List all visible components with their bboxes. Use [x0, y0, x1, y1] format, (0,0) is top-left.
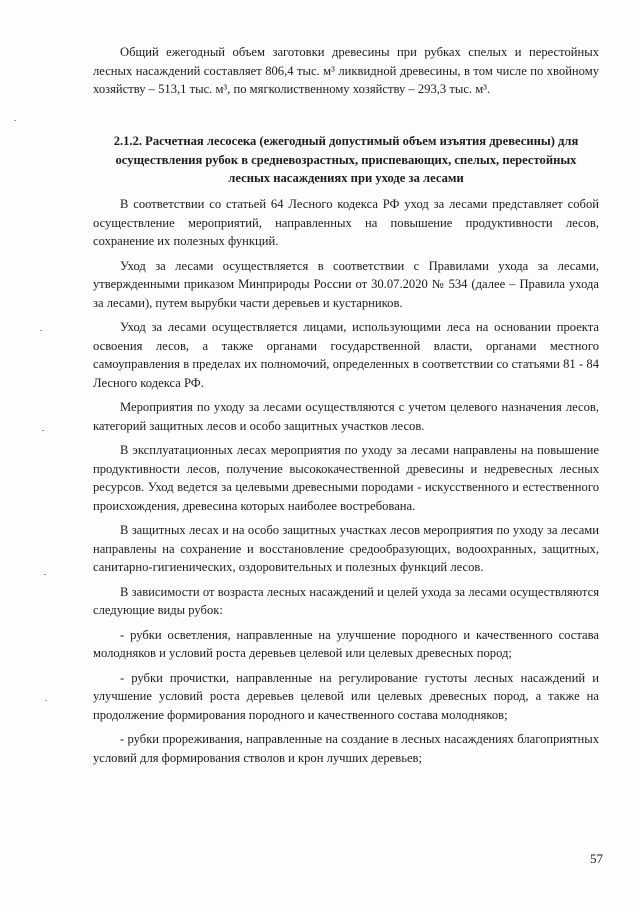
body-paragraph: Уход за лесами осуществляется лицами, использующими леса на основании проекта освоения лесов, а также органами государственной власти, органами местного самоуправления в пределах их полномочий, определенных в соответствии со статьями 81 - 84 Лесного кодекса РФ. [93, 320, 599, 390]
list-item: - рубки осветления, направленные на улучшение породного и качественного состава молодняков и условий роста деревьев целевой или целевых древесных пород; [93, 627, 599, 660]
body-paragraph: В зависимости от возраста лесных насаждений и целей ухода за лесами осуществляются следующие виды рубок: [93, 584, 599, 617]
intro-block [93, 43, 599, 99]
scan-speck [45, 700, 47, 701]
body-paragraph: В эксплуатационных лесах мероприятия по уходу за лесами направлены на повышение продуктивности лесов, получение высококачественной древесины и недревесных лесных ресурсов. Уход ведется за целевыми древесными породами - искусственного и естественного происхождения, древесина которых наиболее востребована. [93, 443, 599, 513]
page-number: 57 [590, 851, 603, 866]
body-paragraph: В защитных лесах и на особо защитных участках лесов мероприятия по уходу за лесами направлены на сохранение и восстановление средообразующих, водоохранных, защитных, санитарно-гигиенических, оздоровительных и полезных функций лесов. [93, 523, 599, 574]
list-item: - рубки прочистки, направленные на регулирование густоты лесных насаждений и улучшение условий роста деревьев целевой или целевых древесных пород, а также на продолжение формирования породного и качественного состава молодняков; [93, 670, 599, 722]
body-text [93, 195, 599, 767]
scan-speck [14, 120, 16, 121]
body-paragraph: Уход за лесами осуществляется в соответствии с Правилами ухода за лесами, утвержденными приказом Минприроды России от 30.07.2020 № 534 (далее – Правила ухода за лесами), путем вырубки части деревьев и кустарников. [93, 258, 599, 310]
body-paragraph: Мероприятия по уходу за лесами осуществляются с учетом целевого назначения лесов, категорий защитных лесов и особо защитных участков лесов. [93, 400, 599, 433]
section-heading: 2.1.2. Расчетная лесосека (ежегодный допустимый объем изъятия древесины) для осуществления рубок в средневозрастных, приспевающих, спелых, перестойных лесных насаждениях при уходе за лесами [113, 134, 579, 185]
intro-paragraph: Общий ежегодный объем заготовки древесины при рубках спелых и перестойных лесных насаждений составляет 806,4 тыс. м³ ликвидной древесины, в том числе по хвойному хозяйству – 513,1 тыс. м³, по мягколиственному хозяйству – 293,3 тыс. м³. [93, 45, 599, 96]
body-paragraph: В соответствии со статьей 64 Лесного кодекса РФ уход за лесами представляет собой осуществление мероприятий, направленных на повышение продуктивности лесов, сохранение их полезных функций. [93, 197, 599, 248]
scan-speck [42, 430, 44, 431]
scan-speck [44, 574, 46, 575]
list-item: - рубки прореживания, направленные на создание в лесных насаждениях благоприятных условий для формирования стволов и крон лучших деревьев; [93, 732, 599, 765]
scan-speck [40, 330, 42, 331]
